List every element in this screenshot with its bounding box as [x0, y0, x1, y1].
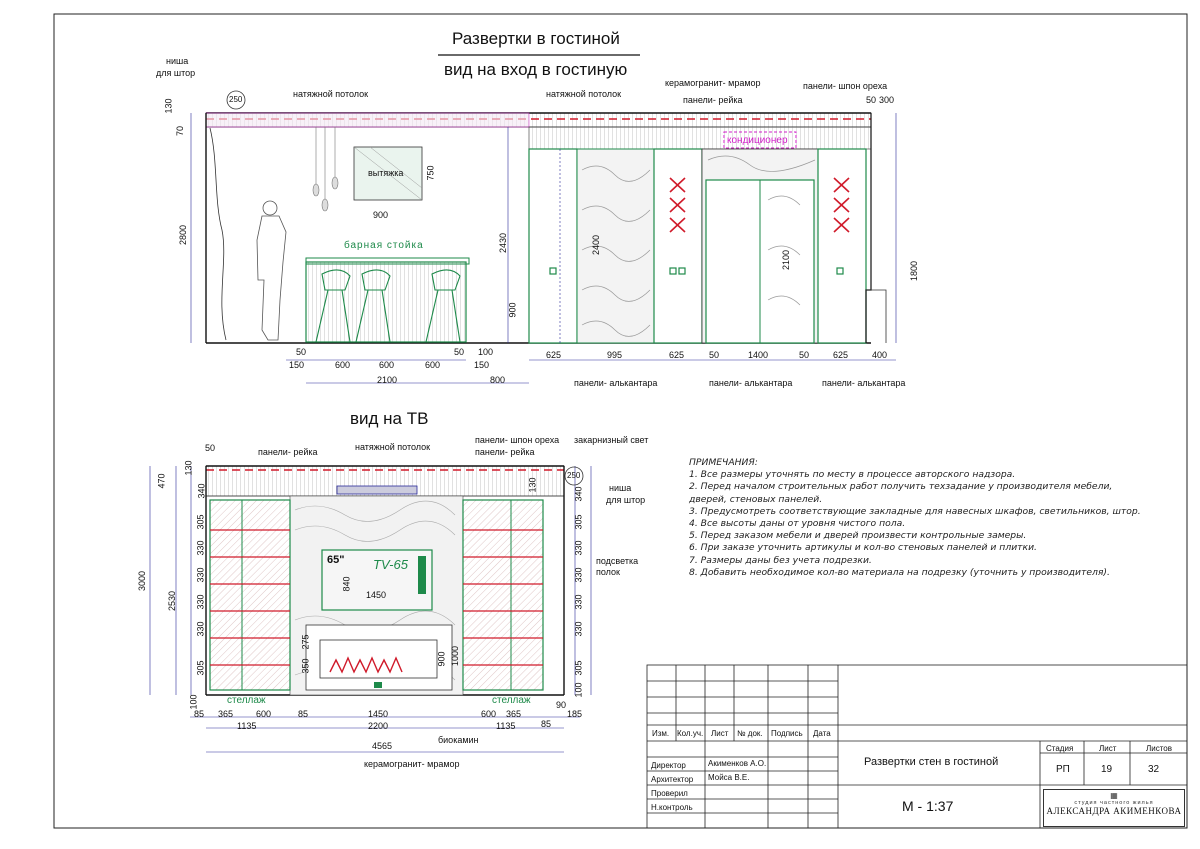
dim-50-door-r: 50: [799, 350, 810, 360]
dim-995: 995: [607, 350, 623, 360]
stamp-name-director: Акименков А.О.: [708, 759, 767, 768]
note-item: дверей, стеновых панелей.: [689, 493, 823, 505]
note-item: 8. Добавить необходимое кол-во материала на подрезку (уточнить у производителя).: [689, 566, 1110, 578]
dim-100: 100: [478, 347, 494, 357]
dim-1135-r: 1135: [496, 721, 516, 731]
dim-625-1: 625: [546, 350, 562, 360]
dim-470: 470: [156, 473, 167, 489]
stamp-header-list: Лист: [711, 729, 729, 738]
label-for-curtains-bottom: для штор: [606, 495, 646, 505]
dim-150-l: 150: [289, 360, 305, 370]
stamp-header-sign: Подпись: [771, 729, 803, 738]
logo-subtitle: студия частного жилья: [1074, 800, 1154, 806]
view-tv-title: вид на ТВ: [350, 409, 429, 428]
dim-1450-tv: 1450: [366, 590, 387, 600]
label-shelf-light-1: подсветка: [596, 556, 639, 566]
dim-100-right: 100: [573, 682, 584, 698]
dim-1400: 1400: [748, 350, 769, 360]
dim-900-hood: 900: [373, 210, 389, 220]
notes-heading: ПРИМЕЧАНИЯ:: [689, 457, 758, 468]
dim-600-a: 600: [335, 360, 351, 370]
label-alcantara-3: панели- алькантара: [822, 378, 906, 388]
dim-1450-bottom: 1450: [368, 709, 389, 719]
label-niche-bottom: ниша: [609, 483, 632, 493]
note-item: 4. Все высоты даны от уровня чистого пола.: [689, 518, 906, 530]
stamp-name-architect: Мойса В.Е.: [708, 773, 750, 782]
label-bar: барная стойка: [344, 240, 424, 251]
note-item: 5. Перед заказом мебели и дверей произвести контрольные замеры.: [689, 530, 1027, 542]
stamp-title: Развертки стен в гостиной: [864, 756, 999, 768]
studio-logo: [1043, 789, 1185, 827]
dim-330-right-4: 330: [573, 621, 584, 637]
label-hood: вытяжка: [368, 168, 404, 178]
dim-85-l2: 85: [298, 709, 309, 719]
dim-900-fp: 900: [436, 651, 447, 667]
dim-70-top: 70: [175, 125, 186, 137]
label-shelving-right: стеллаж: [492, 695, 531, 706]
dim-2400: 2400: [591, 234, 602, 256]
label-ceiling-bottom: натяжной потолок: [355, 442, 431, 452]
stamp-sheet: 19: [1101, 764, 1113, 775]
dim-305-left-top: 305: [195, 514, 206, 530]
stamp-stage: РП: [1056, 764, 1070, 775]
note-item: 1. Все размеры уточнять по месту в процессе авторского надзора.: [689, 469, 1016, 481]
dim-2430: 2430: [498, 232, 509, 254]
view-entrance-title: вид на вход в гостиную: [444, 60, 628, 79]
dim-50-left: 50: [205, 443, 216, 453]
tv-model: TV-65: [373, 557, 408, 572]
dim-130-right: 130: [527, 477, 538, 493]
dim-300-right: 300: [879, 95, 895, 105]
dim-50-bar: 50: [296, 347, 307, 357]
dim-600-l: 600: [256, 709, 272, 719]
stamp-header-doc: № док.: [737, 729, 763, 738]
dim-1135-l: 1135: [237, 721, 257, 731]
note-item: 6. При заказе уточнить артикулы и кол-во стеновых панелей и плитки.: [689, 542, 1037, 554]
label-slat-panels: панели- рейка: [683, 95, 743, 105]
dim-330-right-3: 330: [573, 594, 584, 610]
logo-name: АЛЕКСАНДРА АКИМЕНКОВА: [1046, 806, 1182, 816]
dim-330-left-4: 330: [195, 621, 206, 637]
dim-50-door-l: 50: [709, 350, 720, 360]
dim-50-bar-r: 50: [454, 347, 465, 357]
dim-330-left-1: 330: [195, 540, 206, 556]
dim-840: 840: [341, 576, 352, 592]
label-for-curtains: для штор: [156, 68, 196, 78]
stamp-scale: М - 1:37: [902, 798, 954, 814]
label-ceiling-left: натяжной потолок: [293, 89, 369, 99]
circle-250-top: 250: [229, 95, 243, 104]
stamp-role-checked: Проверил: [651, 789, 688, 798]
label-alcantara-1: панели- алькантара: [574, 378, 658, 388]
dim-600-c: 600: [425, 360, 441, 370]
dim-750: 750: [425, 165, 436, 181]
label-slat-panels-bottom-right: панели- рейка: [475, 447, 535, 457]
dim-365-r: 365: [506, 709, 522, 719]
stamp-role-control: Н.контроль: [651, 803, 693, 812]
dim-150-r: 150: [474, 360, 490, 370]
label-ceiling-right: натяжной потолок: [546, 89, 622, 99]
dim-330-right-2: 330: [573, 567, 584, 583]
dim-400: 400: [872, 350, 888, 360]
stamp-sheets-header: Листов: [1146, 744, 1172, 753]
dim-1000-fp: 1000: [450, 645, 461, 667]
dim-100-left: 100: [188, 694, 199, 710]
dim-350-fp: 350: [300, 658, 311, 674]
stamp-header-izm: Изм.: [652, 729, 670, 738]
dim-330-left-3: 330: [195, 594, 206, 610]
dim-330-right-1: 330: [573, 540, 584, 556]
label-porcelain-bottom: керамогранит- мрамор: [364, 759, 460, 769]
label-walnut-panels: панели- шпон ореха: [803, 81, 888, 91]
label-walnut-bottom: панели- шпон ореха: [475, 435, 560, 445]
stamp-sheets: 32: [1148, 764, 1160, 775]
stamp-header-kolуч: Кол.уч.: [677, 729, 704, 738]
dim-600-r: 600: [481, 709, 497, 719]
dim-2530: 2530: [167, 590, 178, 612]
dim-2100: 2100: [377, 375, 398, 385]
dim-340-right: 340: [573, 486, 584, 502]
dim-625-3: 625: [833, 350, 849, 360]
dim-50-right: 50: [866, 95, 877, 105]
label-niche: ниша: [166, 56, 189, 66]
dim-1800: 1800: [909, 260, 920, 282]
dim-2100-door: 2100: [781, 249, 792, 271]
label-porcelain: керамогранит- мрамор: [665, 78, 761, 88]
dim-600-b: 600: [379, 360, 395, 370]
label-shelf-light-2: полок: [596, 567, 620, 577]
dim-330-left-2: 330: [195, 567, 206, 583]
label-shelving-left: стеллаж: [227, 695, 266, 706]
main-title: Развертки в гостиной: [452, 29, 620, 48]
dim-3000: 3000: [137, 570, 148, 592]
dim-130-top: 130: [163, 98, 174, 114]
stamp-sheet-header: Лист: [1099, 744, 1117, 753]
dim-900-wall: 900: [507, 302, 518, 318]
notes-block: [689, 457, 1141, 579]
note-item: 7. Размеры даны без учета подрезки.: [689, 554, 872, 566]
dim-85-l1: 85: [194, 709, 205, 719]
dim-340-left: 340: [196, 483, 207, 499]
dim-2800: 2800: [178, 224, 189, 246]
dim-365-l: 365: [218, 709, 234, 719]
stamp-role-director: Директор: [651, 761, 686, 770]
stamp-header-date: Дата: [813, 729, 831, 738]
dim-305-right-top: 305: [573, 514, 584, 530]
dim-90: 90: [556, 700, 567, 710]
dim-185: 185: [567, 709, 583, 719]
dim-800: 800: [490, 375, 506, 385]
tv-size: 65": [327, 554, 345, 566]
stamp-stage-header: Стадия: [1046, 744, 1074, 753]
dim-2200: 2200: [368, 721, 389, 731]
note-item: 2. Перед началом строительных работ получить техзадание у производителя мебели,: [689, 481, 1113, 493]
dim-4565: 4565: [372, 741, 393, 751]
elevation-entrance: [191, 91, 896, 383]
label-ac: кондиционер: [727, 135, 788, 146]
dim-625-2: 625: [669, 350, 685, 360]
dim-85-r: 85: [541, 719, 552, 729]
dim-305-right-bottom: 305: [573, 660, 584, 676]
label-cornice-light: закарнизный свет: [574, 435, 649, 445]
dim-305-left-bottom: 305: [195, 660, 206, 676]
dim-130-left: 130: [183, 460, 194, 476]
label-slat-panels-bottom-left: панели- рейка: [258, 447, 318, 457]
logo-mark-icon: ▦: [1110, 791, 1118, 800]
circle-250-bottom: 250: [567, 471, 581, 480]
note-item: 3. Предусмотреть соответствующие закладные для навесных шкафов, светильников, штор.: [689, 505, 1141, 517]
label-biofireplace: биокамин: [438, 735, 479, 745]
label-alcantara-2: панели- алькантара: [709, 378, 793, 388]
stamp-role-architect: Архитектор: [651, 775, 694, 784]
dim-275-fp: 275: [300, 634, 311, 650]
